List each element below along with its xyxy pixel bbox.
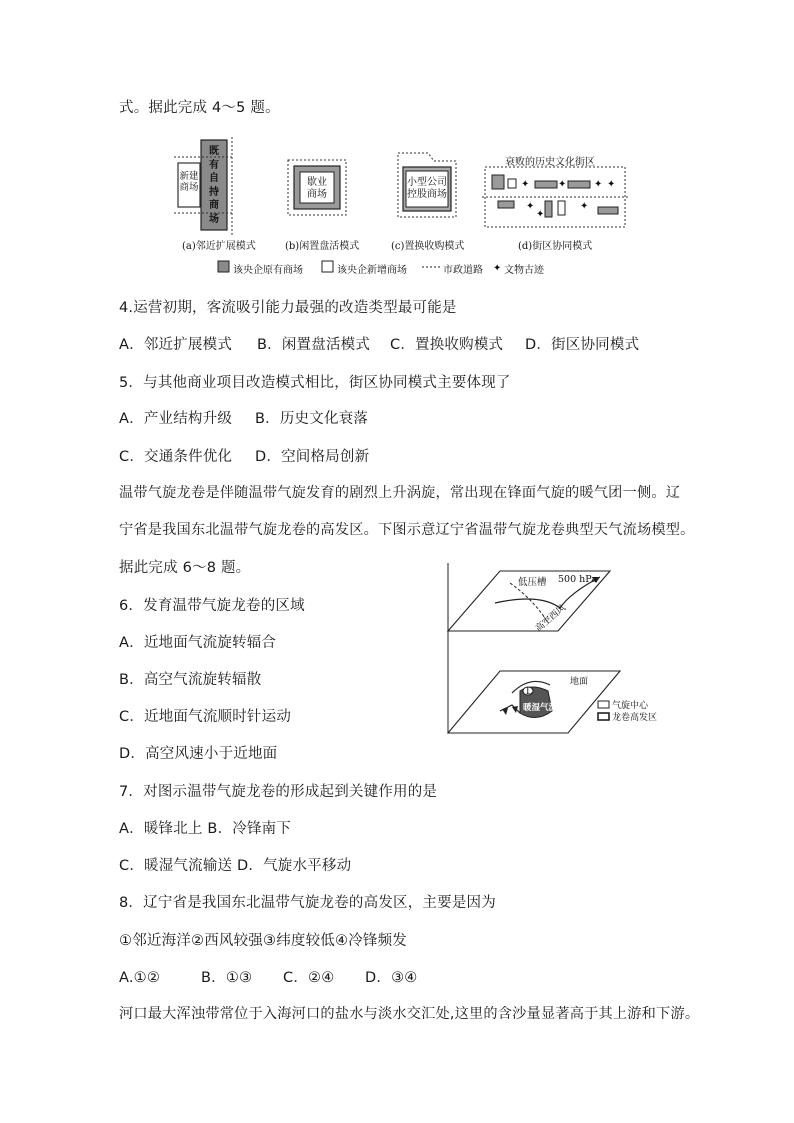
passage2-line2: 宁省是我国东北温带气旋龙卷的高发区。下图示意辽宁省温带气旋龙卷典型天气流场模型。 [119, 522, 695, 538]
q4-option-b[interactable]: B．闲置盘活模式 [257, 337, 371, 353]
q6-option-b[interactable]: B．高空气流旋转辐散 [119, 672, 262, 688]
legend-tornado-area-swatch [598, 713, 609, 720]
legend-existing-label: 该央企原有商场 [233, 265, 303, 276]
panel-b-label: 歇业 商场 [307, 177, 327, 200]
figure-redevelopment-modes [170, 135, 640, 280]
q4-option-c[interactable]: C．置换收购模式 [390, 337, 504, 353]
caption-b: (b)闲置盘活模式 [285, 241, 360, 252]
passage2-line3: 据此完成 6～8 题。 [119, 560, 251, 576]
svg-text:✦: ✦ [526, 201, 535, 212]
svg-text:✦: ✦ [536, 209, 545, 220]
q7-stem: 7．对图示温带气旋龙卷的形成起到关键作用的是 [119, 784, 438, 800]
q4-option-d[interactable]: D．街区协同模式 [525, 337, 640, 353]
ground-label: 地面 [570, 677, 589, 687]
q5-option-d[interactable]: D．空间格局创新 [255, 449, 370, 465]
q4-options [119, 333, 639, 354]
q4-stem: 4.运营初期，客流吸引能力最强的改造类型最可能是 [119, 300, 457, 316]
q8-options [119, 966, 417, 987]
upper-wind-label: 高空西风 [533, 603, 568, 635]
q6-stem: 6．发育温带气旋龙卷的区域 [119, 598, 305, 614]
q8-items: ①邻近海洋②西风较强③纬度较低④冷锋频发 [119, 933, 407, 949]
svg-text:✦: ✦ [607, 179, 616, 190]
intro-text: 式。据此完成 4～5 题。 [119, 100, 280, 116]
q8-option-c[interactable]: C．②④ [283, 970, 335, 986]
q7-row1[interactable]: A．暖锋北上 B．冷锋南下 [119, 821, 292, 837]
q5-row1 [119, 407, 368, 428]
q6-option-a[interactable]: A．近地面气流旋转辐合 [119, 635, 277, 651]
caption-d: (d)街区协同模式 [518, 241, 593, 252]
panel-a-existing-label: 既 有 自 持 商 场 [209, 146, 219, 225]
legend-road-label: 市政道路 [443, 265, 483, 276]
q5-option-a[interactable]: A．产业结构升级 [119, 411, 233, 427]
upper-level-label: 500 hPa [558, 574, 597, 585]
legend-cyclone-center-label: 气旋中心 [612, 701, 649, 711]
q8-option-b[interactable]: B．①③ [201, 970, 253, 986]
legend-swatch-existing [218, 261, 229, 272]
cyclone-L-label: L [526, 687, 532, 697]
legend-cyclone-center-swatch [598, 701, 609, 708]
q7-row2[interactable]: C．暖湿气流输送 D．气旋水平移动 [119, 858, 352, 874]
upper-trough-label: 低压槽 [518, 577, 547, 588]
q8-option-d[interactable]: D．③④ [365, 970, 418, 986]
legend-relic-label: 文物古迹 [504, 265, 544, 276]
figure-tornado-model [440, 563, 670, 738]
legend-relic-icon: ✦ [493, 263, 502, 274]
caption-c: (c)置换收购模式 [391, 241, 465, 252]
panel-d-drawing [482, 167, 628, 227]
caption-a: (a)邻近扩展模式 [182, 241, 256, 252]
svg-text:✦: ✦ [580, 201, 589, 212]
svg-text:✦: ✦ [558, 179, 567, 190]
q5-stem: 5．与其他商业项目改造模式相比，街区协同模式主要体现了 [119, 375, 511, 391]
q4-option-a[interactable]: A．邻近扩展模式 [119, 337, 233, 353]
q8-stem: 8．辽宁省是我国东北温带气旋龙卷的高发区，主要是因为 [119, 895, 496, 911]
q6-option-d[interactable]: D．高空风速小于近地面 [119, 746, 278, 762]
svg-text:✦: ✦ [521, 179, 530, 190]
q6-option-c[interactable]: C．近地面气流顺时针运动 [119, 709, 292, 725]
q5-option-b[interactable]: B．历史文化衰落 [255, 411, 369, 427]
svg-text:✦: ✦ [594, 179, 603, 190]
panel-c-label: 小型公司 控股商场 [407, 177, 447, 200]
q5-option-c[interactable]: C．交通条件优化 [119, 449, 233, 465]
legend-new-label: 该央企新增商场 [337, 265, 407, 276]
legend-swatch-new [322, 261, 333, 272]
legend-tornado-area-label: 龙卷高发区 [612, 713, 658, 723]
q8-option-a[interactable]: A.①② [119, 970, 161, 986]
panel-d-title: 衰败的历史文化街区 [505, 157, 595, 168]
passage2-line1: 温带气旋龙卷是伴随温带气旋发育的剧烈上升涡旋，常出现在锋面气旋的暖气团一侧。辽 [119, 485, 681, 501]
q5-row2 [119, 445, 369, 466]
warm-flow-label: 暖湿气流 [523, 703, 558, 713]
panel-a-new-label: 新建 商场 [179, 171, 199, 193]
passage3-line1: 河口最大浑浊带常位于入海河口的盐水与淡水交汇处,这里的含沙量显著高于其上游和下游。 [119, 1006, 700, 1022]
